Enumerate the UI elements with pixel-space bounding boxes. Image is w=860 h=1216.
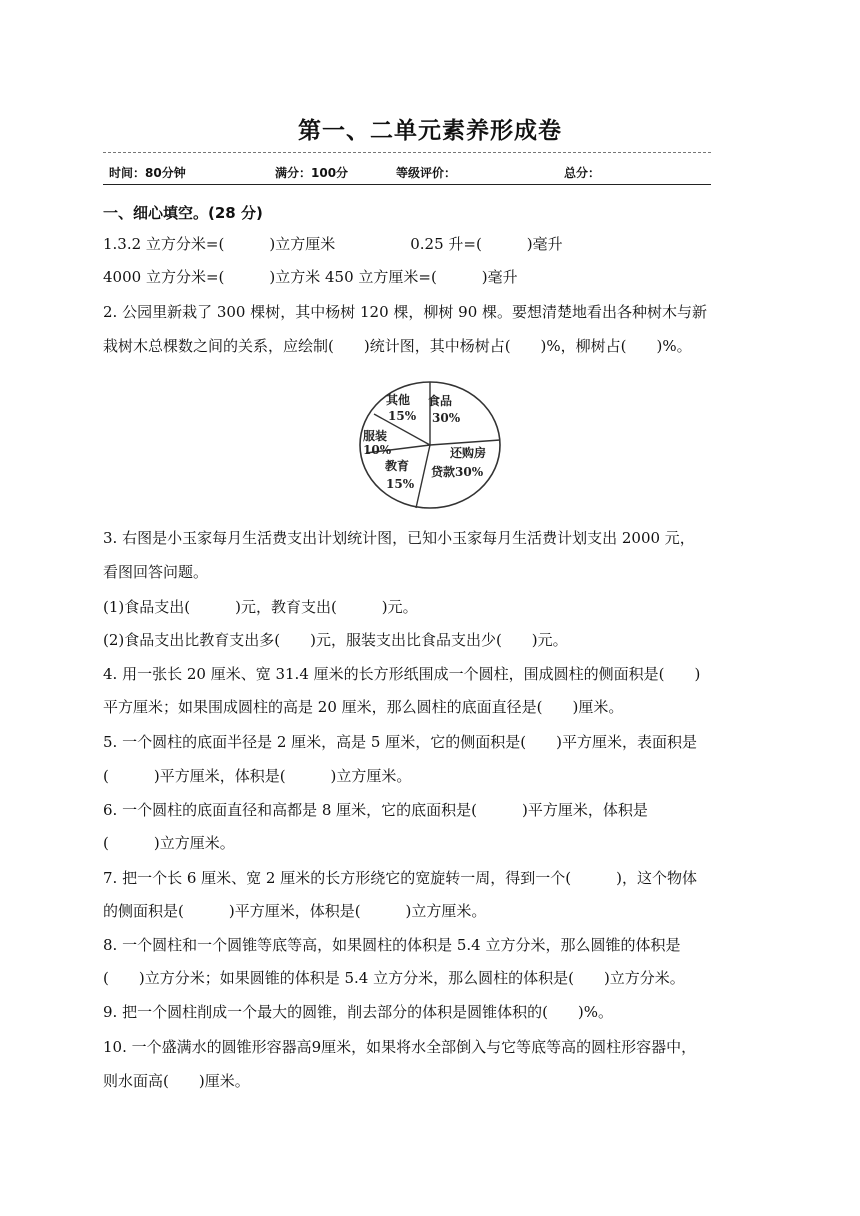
pie-label-other: 其他 — [386, 393, 411, 407]
pie-value-clothing: 10% — [363, 443, 392, 457]
question-line: (2)食品支出比教育支出多( )元，服装支出比食品支出少( )元。 — [103, 631, 568, 649]
pie-value-other: 15% — [388, 409, 417, 423]
question-line: 9. 把一个圆柱削成一个最大的圆锥，削去部分的体积是圆锥体积的( )%。 — [103, 1003, 614, 1021]
question-line: 1.3.2 立方分米=( )立方厘米 0.25 升=( )毫升 — [103, 235, 563, 253]
pie-label-clothing: 服装 — [363, 429, 388, 443]
question-line: 3. 右图是小玉家每月生活费支出计划统计图，已知小玉家每月生活费计划支出 2000 元， — [103, 529, 695, 547]
question-line: (1)食品支出( )元，教育支出( )元。 — [103, 598, 418, 616]
question-line: 平方厘米；如果围成圆柱的高是 20 厘米，那么圆柱的底面直径是( )厘米。 — [103, 698, 624, 716]
question-line: ( )立方分米；如果圆锥的体积是 5.4 立方分米，那么圆柱的体积是( )立方分米。 — [103, 969, 685, 987]
pie-label-food: 食品 — [428, 394, 453, 408]
question-line: 2. 公园里新栽了 300 棵树，其中杨树 120 棵，柳树 90 棵。要想清楚地看出各种树木与新 — [103, 303, 708, 321]
page-title: 第一、二单元素养形成卷 — [298, 118, 562, 144]
question-line: 4000 立方分米=( )立方米 450 立方厘米=( )毫升 — [103, 268, 518, 286]
pie-value-education: 15% — [386, 477, 415, 491]
pie-chart — [356, 378, 504, 512]
question-line: 6. 一个圆柱的底面直径和高都是 8 厘米，它的底面积是( )平方厘米，体积是 — [103, 801, 648, 819]
question-line: 8. 一个圆柱和一个圆锥等底等高，如果圆柱的体积是 5.4 立方分米，那么圆锥的体积是 — [103, 936, 681, 954]
question-line: ( )立方厘米。 — [103, 834, 235, 852]
info-bar — [103, 160, 711, 185]
question-line: 则水面高( )厘米。 — [103, 1072, 250, 1090]
question-line: 看图回答问题。 — [103, 563, 209, 581]
pie-value-food: 30% — [432, 411, 461, 425]
pie-label-education: 教育 — [385, 459, 410, 473]
time-label: 时间：80分钟 — [109, 166, 186, 180]
full-score-label: 满分：100分 — [275, 166, 349, 180]
question-line: ( )平方厘米，体积是( )立方厘米。 — [103, 767, 412, 785]
question-line: 10. 一个盛满水的圆锥形容器高9厘米，如果将水全部倒入与它等底等高的圆柱形容器中， — [103, 1038, 697, 1056]
question-line: 7. 把一个长 6 厘米、宽 2 厘米的长方形绕它的宽旋转一周，得到一个( )，这个物体 — [103, 869, 697, 887]
grade-label: 等级评价： — [396, 166, 457, 180]
question-line: 栽树木总棵数之间的关系，应绘制( )统计图，其中杨树占( )%，柳树占( )%。 — [103, 337, 692, 355]
question-line: 4. 用一张长 20 厘米、宽 31.4 厘米的长方形纸围成一个圆柱，围成圆柱的侧面积是( ) — [103, 665, 701, 683]
question-line: 5. 一个圆柱的底面半径是 2 厘米，高是 5 厘米，它的侧面积是( )平方厘米，表面积是 — [103, 733, 697, 751]
pie-label-mortgage-line2: 贷款30% — [431, 465, 484, 479]
question-line: 的侧面积是( )平方厘米，体积是( )立方厘米。 — [103, 902, 487, 920]
total-label: 总分： — [564, 166, 601, 180]
dashed-divider — [103, 152, 711, 153]
pie-label-mortgage-line1: 还购房 — [450, 446, 487, 460]
section-heading: 一、细心填空。(28 分) — [103, 204, 263, 222]
